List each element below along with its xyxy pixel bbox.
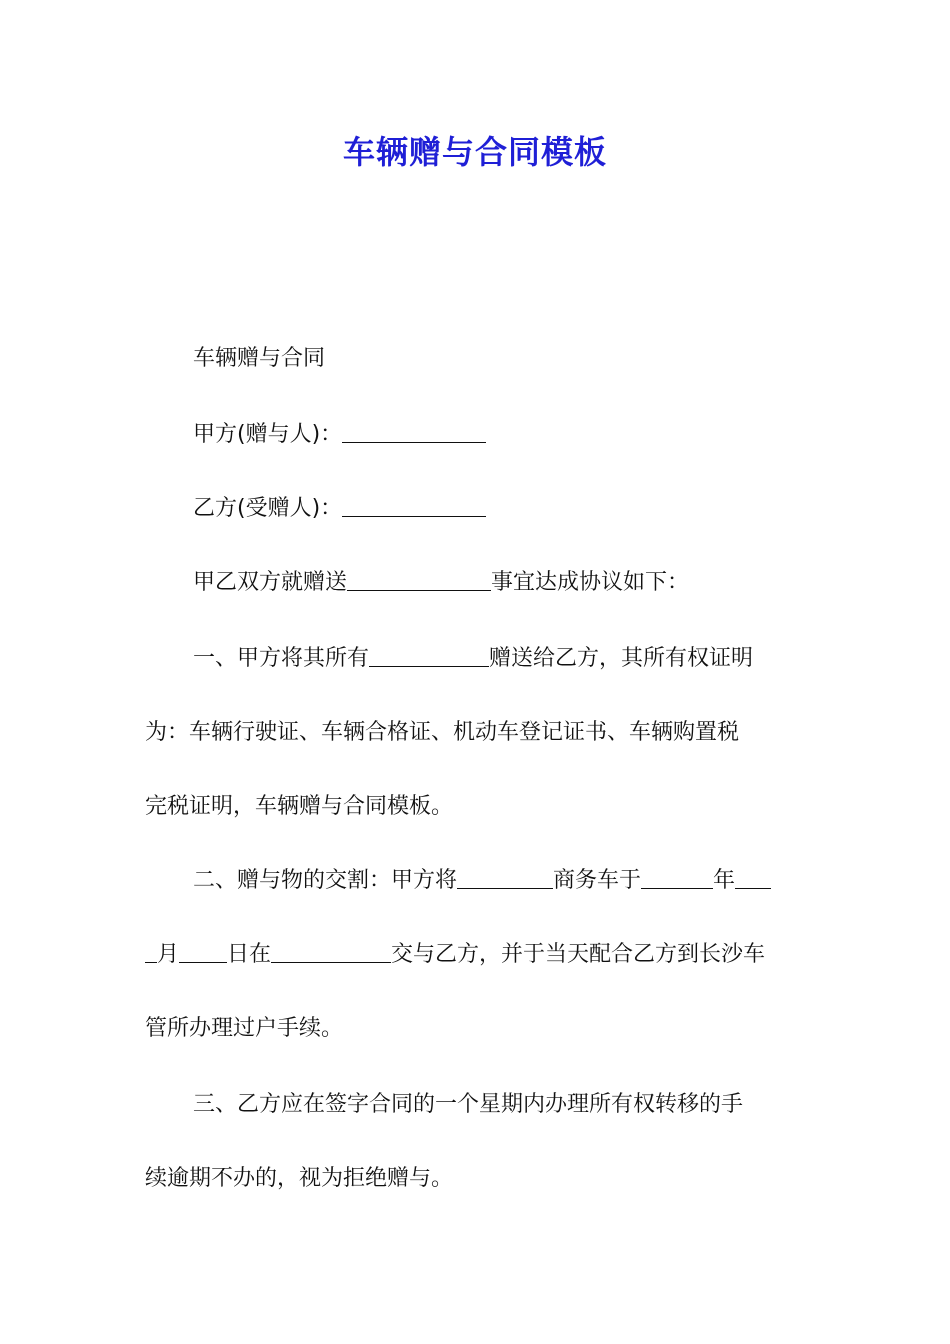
clause1-part1: 一、甲方将其所有 bbox=[193, 646, 370, 671]
contract-heading: 车辆赠与合同 bbox=[193, 346, 326, 371]
clause3-line2: 续逾期不办的，视为拒绝赠与。 bbox=[145, 1166, 454, 1191]
party-b-label: 乙方(受赠人)： bbox=[193, 496, 343, 521]
agreement-row bbox=[193, 568, 689, 598]
clause2-part4: 月 bbox=[157, 942, 180, 967]
clause3-line1: 三、乙方应在签字合同的一个星期内办理所有权转移的手 bbox=[193, 1092, 744, 1117]
month-blank-b bbox=[145, 940, 157, 963]
clause2-part2: 商务车于 bbox=[553, 868, 642, 893]
party-a-blank bbox=[342, 420, 486, 443]
clause2-line2 bbox=[145, 940, 765, 970]
year-blank bbox=[641, 866, 713, 889]
clause2-line1 bbox=[193, 866, 771, 896]
clause1-line3: 完税证明，车辆赠与合同模板。 bbox=[145, 794, 454, 819]
party-b-blank bbox=[342, 494, 486, 517]
clause2-part5: 日在 bbox=[227, 942, 272, 967]
car-blank bbox=[457, 866, 553, 889]
party-b-row bbox=[193, 494, 486, 524]
agreement-prefix: 甲乙双方就赠送 bbox=[193, 570, 348, 595]
agreement-suffix: 事宜达成协议如下： bbox=[491, 570, 690, 595]
clause1-line2: 为：车辆行驶证、车辆合格证、机动车登记证书、车辆购置税 bbox=[145, 720, 740, 745]
document-title: 车辆赠与合同模板 bbox=[342, 133, 607, 171]
place-blank bbox=[271, 940, 391, 963]
party-a-label: 甲方(赠与人)： bbox=[193, 422, 343, 447]
gift-item-blank bbox=[347, 568, 491, 591]
clause2-part3: 年 bbox=[713, 868, 736, 893]
month-blank-a bbox=[735, 866, 771, 889]
clause1-blank bbox=[369, 644, 489, 667]
clause1-line1 bbox=[193, 644, 753, 674]
party-a-row bbox=[193, 420, 486, 450]
clause2-line3: 管所办理过户手续。 bbox=[145, 1016, 344, 1041]
clause2-part1: 二、赠与物的交割：甲方将 bbox=[193, 868, 458, 893]
clause2-part6: 交与乙方，并于当天配合乙方到长沙车 bbox=[391, 942, 766, 967]
clause1-part2: 赠送给乙方，其所有权证明 bbox=[489, 646, 754, 671]
day-blank bbox=[179, 940, 227, 963]
